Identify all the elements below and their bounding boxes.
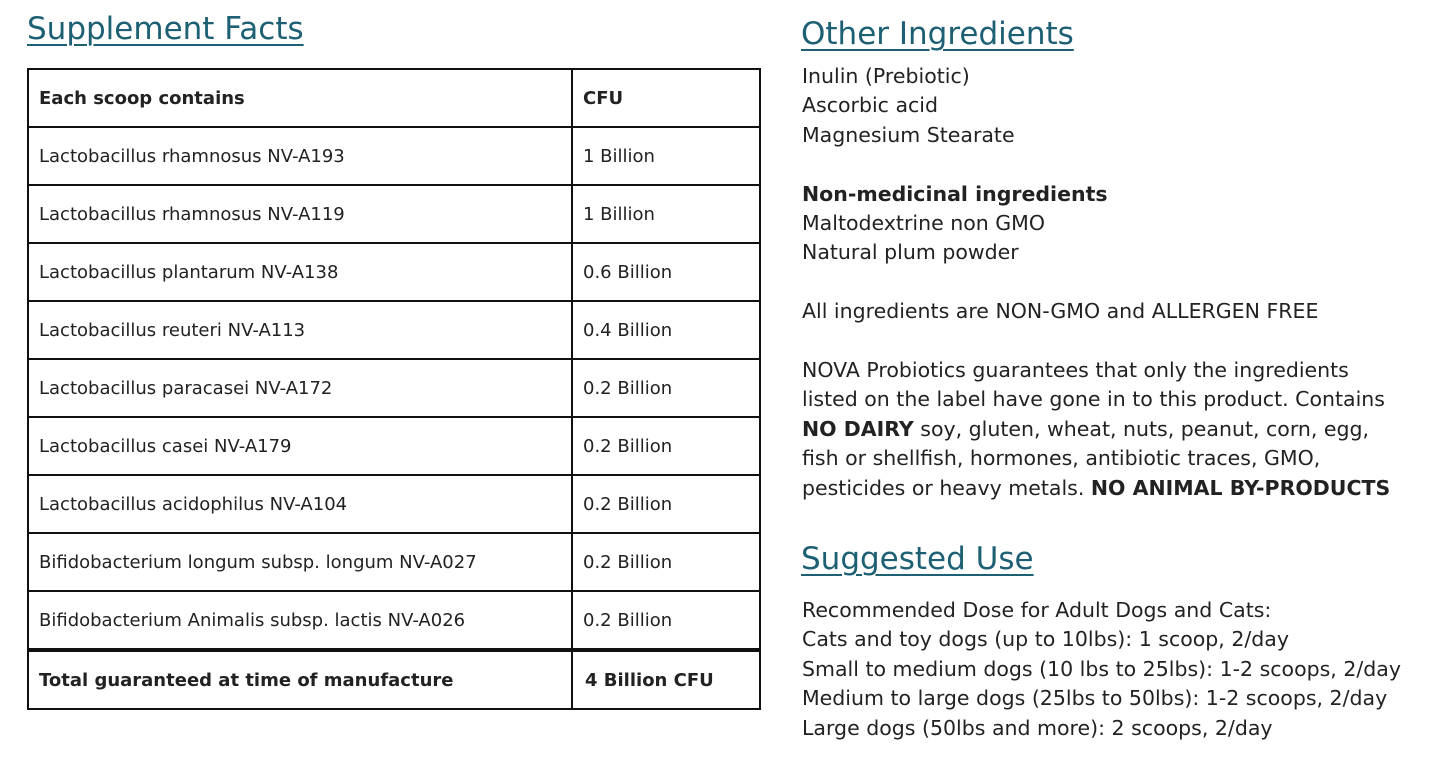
- guarantee-line: [802, 415, 1390, 444]
- strain-cfu: 1 Billion: [572, 185, 760, 243]
- other-ingredients-title: Other Ingredients: [801, 16, 1074, 52]
- header-cfu: CFU: [572, 69, 760, 127]
- non-gmo-statement: All ingredients are NON-GMO and ALLERGEN FREE: [802, 299, 1319, 324]
- non-medicinal-item: Maltodextrine non GMO: [802, 211, 1045, 236]
- table-row: [28, 301, 760, 359]
- non-medicinal-heading: Non-medicinal ingredients: [802, 181, 1108, 206]
- strain-name: Bifidobacterium Animalis subsp. lactis NV-A026: [28, 591, 572, 650]
- non-medicinal-item: Natural plum powder: [802, 240, 1019, 265]
- table-row: [28, 475, 760, 533]
- strain-cfu: 1 Billion: [572, 127, 760, 185]
- header-each-scoop: Each scoop contains: [28, 69, 572, 127]
- dose-line: Large dogs (50lbs and more): 2 scoops, 2/day: [802, 715, 1273, 740]
- table-row: [28, 533, 760, 591]
- no-dairy-emphasis: NO DAIRY: [802, 416, 914, 441]
- guarantee-paragraph: [802, 356, 1390, 503]
- suggested-use-title: Suggested Use: [801, 541, 1034, 577]
- strain-name: Lactobacillus casei NV-A179: [28, 417, 572, 475]
- table-header-row: [28, 69, 760, 127]
- strain-name: Lactobacillus reuteri NV-A113: [28, 301, 572, 359]
- guarantee-line: fish or shellfish, hormones, antibiotic traces, GMO,: [802, 446, 1321, 471]
- strain-cfu: 0.2 Billion: [572, 591, 760, 650]
- total-label: Total guaranteed at time of manufacture: [28, 650, 572, 709]
- total-row: [28, 650, 760, 709]
- dose-line: Cats and toy dogs (up to 10lbs): 1 scoop, 2/day: [802, 627, 1289, 652]
- supplement-facts-table: [27, 68, 761, 710]
- ingredient-item: Magnesium Stearate: [802, 122, 1015, 147]
- other-ingredients-section: [802, 62, 1390, 503]
- strain-cfu: 0.4 Billion: [572, 301, 760, 359]
- strain-cfu: 0.2 Billion: [572, 533, 760, 591]
- strain-name: Lactobacillus rhamnosus NV-A193: [28, 127, 572, 185]
- dose-line: Medium to large dogs (25lbs to 50lbs): 1-2 scoops, 2/day: [802, 686, 1388, 711]
- table-row: [28, 417, 760, 475]
- strain-cfu: 0.2 Billion: [572, 475, 760, 533]
- strain-name: Lactobacillus acidophilus NV-A104: [28, 475, 572, 533]
- strain-cfu: 0.2 Billion: [572, 417, 760, 475]
- no-animal-emphasis: NO ANIMAL BY-PRODUCTS: [1090, 475, 1391, 500]
- strain-cfu: 0.6 Billion: [572, 243, 760, 301]
- ingredient-item: Ascorbic acid: [802, 93, 938, 118]
- guarantee-line: NOVA Probiotics guarantees that only the ingredients: [802, 358, 1349, 383]
- strain-name: Bifidobacterium longum subsp. longum NV-A027: [28, 533, 572, 591]
- strain-name: Lactobacillus rhamnosus NV-A119: [28, 185, 572, 243]
- dose-line: Small to medium dogs (10 lbs to 25lbs): 1-2 scoops, 2/day: [802, 656, 1401, 681]
- ingredient-item: Inulin (Prebiotic): [802, 64, 970, 88]
- guarantee-text: pesticides or heavy metals.: [802, 475, 1091, 500]
- strain-cfu: 0.2 Billion: [572, 359, 760, 417]
- table-row: [28, 359, 760, 417]
- strain-name: Lactobacillus paracasei NV-A172: [28, 359, 572, 417]
- table-row: [28, 591, 760, 650]
- strain-name: Lactobacillus plantarum NV-A138: [28, 243, 572, 301]
- guarantee-line: listed on the label have gone in to this product. Contains: [802, 387, 1385, 412]
- guarantee-text: soy, gluten, wheat, nuts, peanut, corn, egg,: [913, 416, 1370, 441]
- table-row: [28, 243, 760, 301]
- total-value: 4 Billion CFU: [572, 650, 760, 709]
- table-row: [28, 185, 760, 243]
- dose-line: Recommended Dose for Adult Dogs and Cats:: [802, 598, 1272, 622]
- guarantee-line: [802, 474, 1390, 503]
- suggested-use-section: [802, 596, 1401, 743]
- table-row: [28, 127, 760, 185]
- supplement-facts-title: Supplement Facts: [27, 11, 304, 47]
